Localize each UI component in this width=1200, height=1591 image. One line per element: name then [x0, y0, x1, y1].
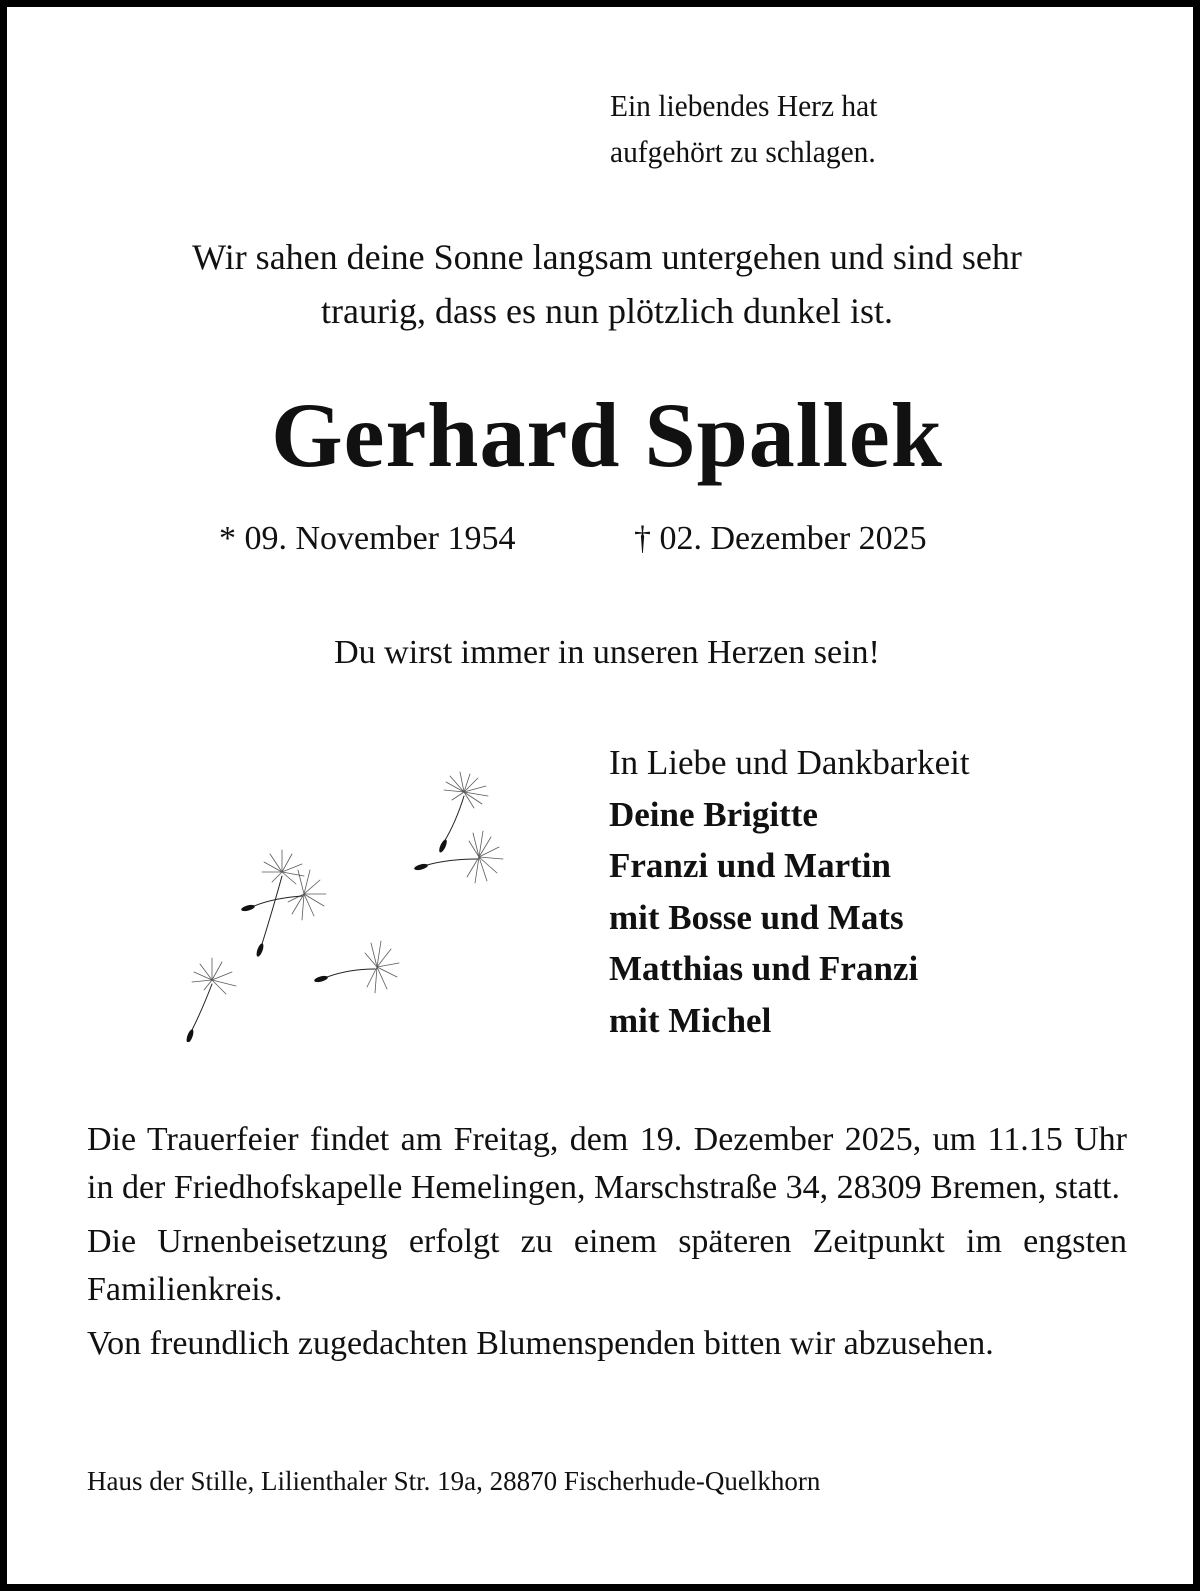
mourner-name: Deine Brigitte — [609, 794, 818, 834]
mourners — [609, 737, 970, 1046]
flowers-paragraph: Von freundlich zugedachten Blumenspenden bitten wir abzusehen. — [87, 1325, 994, 1362]
dandelion-seeds-icon — [167, 762, 517, 1042]
urn-burial-paragraph: Die Urnenbeisetzung erfolgt zu einem späteren Zeitpunkt im engsten Familienkreis. — [87, 1223, 1127, 1308]
closing-line: Du wirst immer in unseren Herzen sein! — [334, 634, 880, 671]
verse-line-2: traurig, dass es nun plötzlich dunkel ist. — [321, 291, 893, 331]
motto — [610, 83, 891, 175]
motto-line-1: Ein liebendes Herz hat — [610, 88, 878, 123]
mourner-name: Matthias und Franzi — [609, 949, 919, 988]
funeral-home: Haus der Stille, Lilienthaler Str. 19a, 28870 Fischerhude-Quelkhorn — [87, 1466, 821, 1496]
service-paragraph: Die Trauerfeier findet am Freitag, dem 19. Dezember 2025, um 11.15 Uhr in der Friedhofskapelle Hemelingen, Marschstraße 34, 28309 Bremen, statt. — [87, 1121, 1127, 1206]
death-date: † 02. Dezember 2025 — [634, 520, 927, 557]
verse-line-1: Wir sahen deine Sonne langsam untergehen und sind sehr — [192, 237, 1022, 277]
birth-date: * 09. November 1954 — [219, 520, 516, 557]
mourner-name: mit Michel — [609, 1000, 772, 1040]
mourner-name: mit Bosse und Mats — [609, 897, 904, 937]
deceased-name: Gerhard Spallek — [271, 384, 943, 486]
mourner-name: Franzi und Martin — [609, 846, 891, 885]
motto-line-2: aufgehört zu schlagen. — [610, 134, 876, 169]
verse — [7, 230, 1200, 338]
funeral-details — [87, 1116, 1127, 1374]
mourners-intro: In Liebe und Dankbarkeit — [609, 743, 970, 782]
